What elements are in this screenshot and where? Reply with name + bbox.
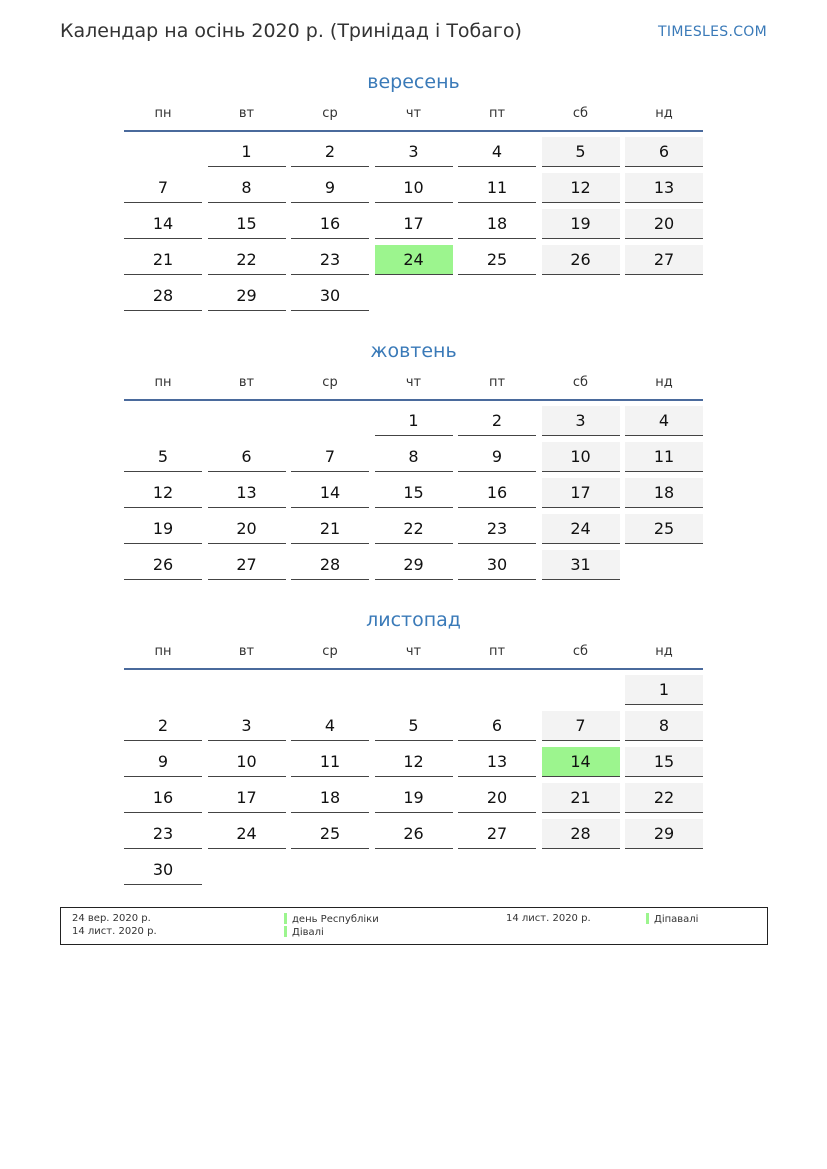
day-cell[interactable]: 13 (208, 478, 286, 508)
holiday-color-marker (284, 913, 287, 924)
weekday-label: вт (238, 375, 255, 390)
weekday-label: чт (405, 375, 422, 390)
day-cell[interactable]: 10 (208, 747, 286, 777)
day-cell[interactable]: 22 (375, 514, 453, 544)
day-cell[interactable]: 2 (124, 711, 202, 741)
day-cell[interactable]: 12 (375, 747, 453, 777)
day-cell[interactable]: 20 (625, 209, 703, 239)
day-cell[interactable]: 6 (625, 137, 703, 167)
month-name: вересень (367, 71, 460, 93)
day-cell[interactable]: 6 (458, 711, 536, 741)
day-cell[interactable]: 21 (124, 245, 202, 275)
day-cell[interactable]: 20 (208, 514, 286, 544)
day-cell[interactable]: 30 (458, 550, 536, 580)
weekday-label: ср (322, 106, 338, 121)
legend-date: 14 лист. 2020 р. (506, 913, 591, 924)
weekday-label: сб (572, 644, 589, 659)
weekday-label: вт (238, 644, 255, 659)
weekday-header (124, 375, 703, 401)
day-cell[interactable]: 29 (208, 281, 286, 311)
weekday-label: пт (488, 106, 506, 121)
weekday-label: сб (572, 375, 589, 390)
day-cell[interactable]: 29 (625, 819, 703, 849)
day-cell[interactable]: 1 (208, 137, 286, 167)
day-cell[interactable]: 13 (458, 747, 536, 777)
day-cell[interactable]: 2 (291, 137, 369, 167)
day-cell[interactable]: 26 (375, 819, 453, 849)
day-cell[interactable]: 30 (291, 281, 369, 311)
day-cell[interactable]: 26 (124, 550, 202, 580)
day-cell[interactable]: 14 (124, 209, 202, 239)
site-logo-text[interactable]: TIMESLES.COM (658, 24, 767, 40)
day-cell[interactable]: 7 (542, 711, 620, 741)
day-cell[interactable]: 7 (124, 173, 202, 203)
day-cell[interactable]: 14 (542, 747, 620, 777)
day-cell[interactable]: 1 (625, 675, 703, 705)
day-cell[interactable]: 9 (458, 442, 536, 472)
day-cell[interactable]: 28 (291, 550, 369, 580)
day-cell[interactable]: 13 (625, 173, 703, 203)
day-cell[interactable]: 5 (375, 711, 453, 741)
holiday-color-marker (284, 926, 287, 937)
day-cell[interactable]: 17 (208, 783, 286, 813)
weekday-label: вт (238, 106, 255, 121)
day-cell[interactable]: 4 (458, 137, 536, 167)
weekday-label: нд (655, 106, 673, 121)
day-cell[interactable]: 23 (458, 514, 536, 544)
weekday-label: ср (322, 375, 338, 390)
day-cell[interactable]: 30 (124, 855, 202, 885)
legend-holiday-label: Дівалі (292, 927, 324, 938)
day-cell[interactable]: 25 (625, 514, 703, 544)
day-cell[interactable]: 11 (625, 442, 703, 472)
month-november (124, 608, 703, 879)
day-cell[interactable]: 6 (208, 442, 286, 472)
legend-holiday-label: Діпавалі (654, 914, 699, 925)
day-cell[interactable]: 18 (291, 783, 369, 813)
day-cell[interactable]: 28 (542, 819, 620, 849)
day-cell[interactable]: 8 (625, 711, 703, 741)
day-cell[interactable]: 27 (208, 550, 286, 580)
day-cell[interactable]: 31 (542, 550, 620, 580)
day-cell[interactable]: 22 (208, 245, 286, 275)
day-cell[interactable]: 23 (291, 245, 369, 275)
day-cell[interactable]: 11 (458, 173, 536, 203)
day-cell[interactable]: 3 (208, 711, 286, 741)
weekday-label: пн (154, 106, 172, 121)
day-cell[interactable]: 2 (458, 406, 536, 436)
day-cell[interactable]: 3 (542, 406, 620, 436)
day-cell[interactable]: 23 (124, 819, 202, 849)
weekday-label: пн (154, 644, 172, 659)
day-cell[interactable]: 4 (291, 711, 369, 741)
day-cell[interactable]: 4 (625, 406, 703, 436)
month-name: жовтень (370, 340, 457, 362)
day-cell[interactable]: 16 (458, 478, 536, 508)
day-cell[interactable]: 24 (208, 819, 286, 849)
day-cell[interactable]: 14 (291, 478, 369, 508)
day-cell[interactable]: 17 (375, 209, 453, 239)
day-cell[interactable]: 18 (458, 209, 536, 239)
page-title: Календар на осінь 2020 р. (Тринідад і Тобаго) (60, 20, 522, 42)
day-cell[interactable]: 18 (625, 478, 703, 508)
day-cell[interactable]: 27 (625, 245, 703, 275)
day-cell[interactable]: 21 (291, 514, 369, 544)
weekday-label: ср (322, 644, 338, 659)
day-cell[interactable]: 10 (375, 173, 453, 203)
weekday-label: сб (572, 106, 589, 121)
day-cell[interactable]: 27 (458, 819, 536, 849)
month-october (124, 339, 703, 574)
legend-holiday-name (284, 913, 379, 925)
legend-holiday-label: день Республіки (292, 914, 379, 925)
weekday-label: пт (488, 375, 506, 390)
month-name: листопад (366, 609, 461, 631)
day-cell[interactable]: 25 (458, 245, 536, 275)
month-september (124, 70, 703, 305)
weekday-label: нд (655, 644, 673, 659)
day-cell[interactable]: 8 (208, 173, 286, 203)
day-cell[interactable]: 12 (542, 173, 620, 203)
day-cell[interactable]: 9 (291, 173, 369, 203)
day-cell[interactable]: 16 (291, 209, 369, 239)
legend-date: 24 вер. 2020 р. (72, 913, 151, 924)
day-cell[interactable]: 15 (208, 209, 286, 239)
day-cell[interactable]: 12 (124, 478, 202, 508)
day-cell[interactable]: 26 (542, 245, 620, 275)
day-cell[interactable]: 10 (542, 442, 620, 472)
day-cell[interactable]: 7 (291, 442, 369, 472)
day-cell[interactable]: 3 (375, 137, 453, 167)
day-cell[interactable]: 16 (124, 783, 202, 813)
day-cell[interactable]: 1 (375, 406, 453, 436)
day-cell[interactable]: 5 (542, 137, 620, 167)
weekday-label: нд (655, 375, 673, 390)
day-cell[interactable]: 15 (625, 747, 703, 777)
weekday-header (124, 644, 703, 670)
day-cell[interactable]: 24 (375, 245, 453, 275)
day-cell[interactable]: 17 (542, 478, 620, 508)
day-cell[interactable]: 29 (375, 550, 453, 580)
day-cell[interactable]: 22 (625, 783, 703, 813)
day-cell[interactable]: 5 (124, 442, 202, 472)
day-cell[interactable]: 24 (542, 514, 620, 544)
weekday-label: пн (154, 375, 172, 390)
holiday-color-marker (646, 913, 649, 924)
day-cell[interactable]: 25 (291, 819, 369, 849)
legend-holiday-name (646, 913, 698, 925)
holiday-legend (60, 907, 768, 945)
day-cell[interactable]: 19 (124, 514, 202, 544)
day-cell[interactable]: 9 (124, 747, 202, 777)
legend-date: 14 лист. 2020 р. (72, 926, 157, 937)
day-cell[interactable]: 15 (375, 478, 453, 508)
weekday-label: чт (405, 644, 422, 659)
weekday-label: чт (405, 106, 422, 121)
day-cell[interactable]: 20 (458, 783, 536, 813)
day-cell[interactable]: 19 (542, 209, 620, 239)
weekday-label: пт (488, 644, 506, 659)
day-cell[interactable]: 19 (375, 783, 453, 813)
day-cell[interactable]: 21 (542, 783, 620, 813)
day-cell[interactable]: 28 (124, 281, 202, 311)
day-cell[interactable]: 8 (375, 442, 453, 472)
legend-holiday-name (284, 926, 324, 938)
day-cell[interactable]: 11 (291, 747, 369, 777)
weekday-header (124, 106, 703, 132)
